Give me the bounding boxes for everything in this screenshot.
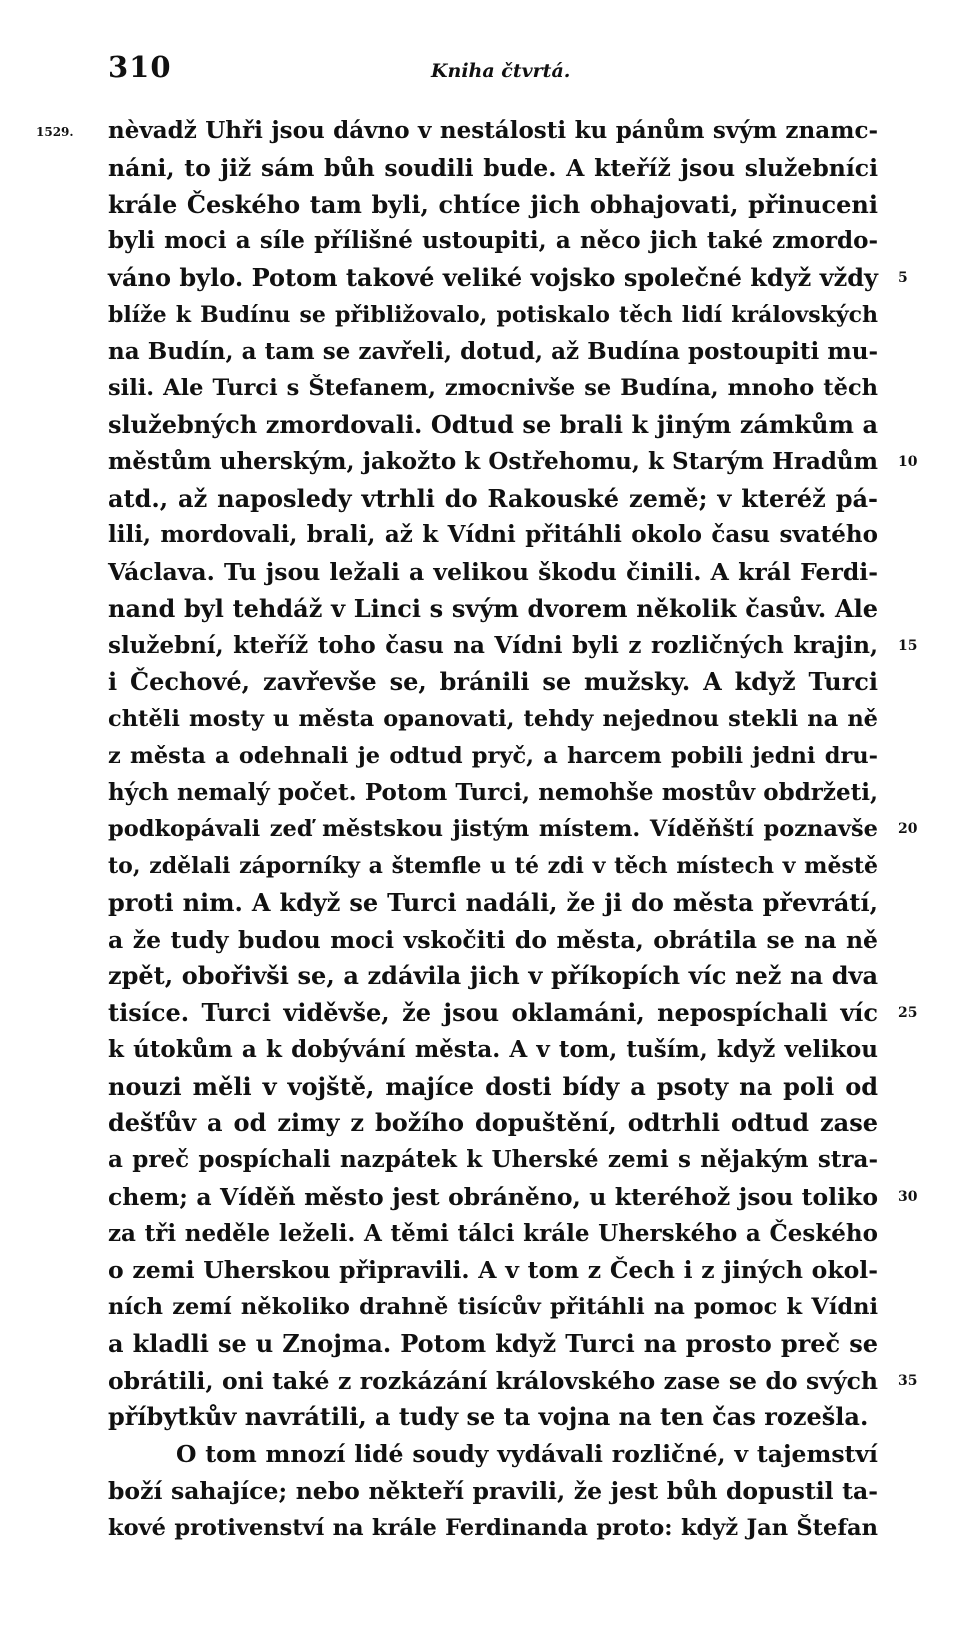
- text-line: kové protivenství na krále Ferdinanda proto: když Jan Štefan: [108, 1514, 878, 1541]
- text-line: příbytkův navrátili, a tudy se ta vojna na ten čas rozešla.: [108, 1402, 869, 1432]
- margin-line-number: 10: [898, 454, 918, 470]
- text-line: služebných zmordovali. Odtud se brali k jiným zámkům a: [108, 410, 878, 439]
- text-line: a kladli se u Znojma. Potom když Turci na prosto preč se: [108, 1328, 878, 1358]
- text-line: i Čechové, zavřevše se, bránili se mužsky. A když Turci: [108, 667, 878, 697]
- text-line: za tři neděle leželi. A těmi tálci krále Uherského a Českého: [108, 1219, 878, 1247]
- text-line: dešťův a od zimy z božího dopuštění, odtrhli odtud zase: [108, 1108, 878, 1138]
- text-line: a preč pospíchali nazpátek k Uherské zemi s nějakým stra-: [108, 1146, 878, 1173]
- text-line: náni, to již sám bůh soudili bude. A kteříž jsou služebníci: [108, 153, 878, 182]
- margin-line-number: 5: [898, 270, 908, 286]
- text-line: O tom mnozí lidé soudy vydávali rozličné, v tajemství: [176, 1440, 878, 1468]
- margin-year-note: 1529.: [36, 125, 74, 139]
- text-line: to, zdělali záporníky a štemfle u té zdi v těch místech v městě: [108, 853, 878, 879]
- text-line: k útokům a k dobývání města. A v tom, tuším, když velikou: [108, 1035, 878, 1063]
- page-number: 310: [108, 50, 172, 84]
- text-line: tisíce. Turci viděvše, že jsou oklamáni, nepospíchali víc: [108, 998, 878, 1027]
- text-line: blíže k Budínu se přibližovalo, potiskalo těch lidí královských: [108, 301, 878, 328]
- margin-line-number: 25: [898, 1005, 918, 1021]
- text-line: podkopávali zeď městskou jistým místem. Víděňští poznavše: [108, 816, 878, 843]
- text-line: nand byl tehdáž v Linci s svým dvorem několik časův. Ale: [108, 593, 878, 623]
- body-text: [108, 113, 878, 1546]
- text-line: obrátili, oni také z rozkázání královského zase se do svých: [108, 1366, 878, 1395]
- text-line: a že tudy budou moci vskočiti do města, obrátila se na ně: [108, 925, 878, 954]
- text-line: ních zemí několiko drahně tisícův přitáhli na pomoc k Vídni: [108, 1294, 878, 1320]
- text-line: Václava. Tu jsou ležali a velikou škodu činili. A král Ferdi-: [108, 558, 878, 586]
- text-line: boží sahajíce; nebo někteří pravili, že jest bůh dopustil ta-: [108, 1476, 878, 1505]
- text-line: městům uherským, jakožto k Ostřehomu, k Starým Hradům: [108, 447, 878, 475]
- margin-line-number: 35: [898, 1373, 918, 1389]
- text-line: zpět, obořivši se, a zdávila jich v příkopích víc než na dva: [108, 961, 878, 991]
- text-line: lili, mordovali, brali, až k Vídni přitáhli okolo času svatého: [108, 521, 878, 549]
- text-line: chem; a Víděň město jest obráněno, u kteréhož jsou toliko: [108, 1182, 878, 1211]
- margin-line-number: 15: [898, 638, 918, 654]
- text-line: sili. Ale Turci s Štefanem, zmocnivše se Budína, mnoho těch: [108, 375, 878, 402]
- text-line: proti nim. A když se Turci nadáli, že ji do města převrátí,: [108, 887, 878, 917]
- text-line: nouzi měli v vojště, majíce dosti bídy a psoty na poli od: [108, 1071, 878, 1101]
- text-line: o zemi Uherskou připravili. A v tom z Čech i z jiných okol-: [108, 1256, 878, 1285]
- text-line: služební, kteříž toho času na Vídni byli z rozličných krajin,: [108, 631, 878, 659]
- text-line: na Budín, a tam se zavřeli, dotud, až Budína postoupiti mu-: [108, 337, 878, 365]
- text-line: byli moci a síle přílišné ustoupiti, a něco jich také zmordo-: [108, 227, 878, 255]
- text-line: krále Českého tam byli, chtíce jich obhajovati, přinuceni: [108, 189, 878, 219]
- margin-line-number: 30: [898, 1189, 918, 1205]
- text-line: nèvadž Uhři jsou dávno v nestálosti ku pánům svým znamc-: [108, 117, 878, 144]
- text-line: atd., až naposledy vtrhli do Rakouské země; v kteréž pá-: [108, 483, 878, 513]
- margin-line-number: 20: [898, 821, 918, 837]
- text-line: chtěli mosty u města opanovati, tehdy nejednou stekli na ně: [108, 706, 878, 732]
- text-line: hých nemalý počet. Potom Turci, nemohše mostův obdržeti,: [108, 778, 878, 806]
- running-head: Kniha čtvrtá.: [431, 60, 571, 82]
- text-line: z města a odehnali je odtud pryč, a harcem pobili jedni dru-: [108, 742, 878, 769]
- text-line: váno bylo. Potom takové veliké vojsko společné když vždy: [108, 263, 878, 292]
